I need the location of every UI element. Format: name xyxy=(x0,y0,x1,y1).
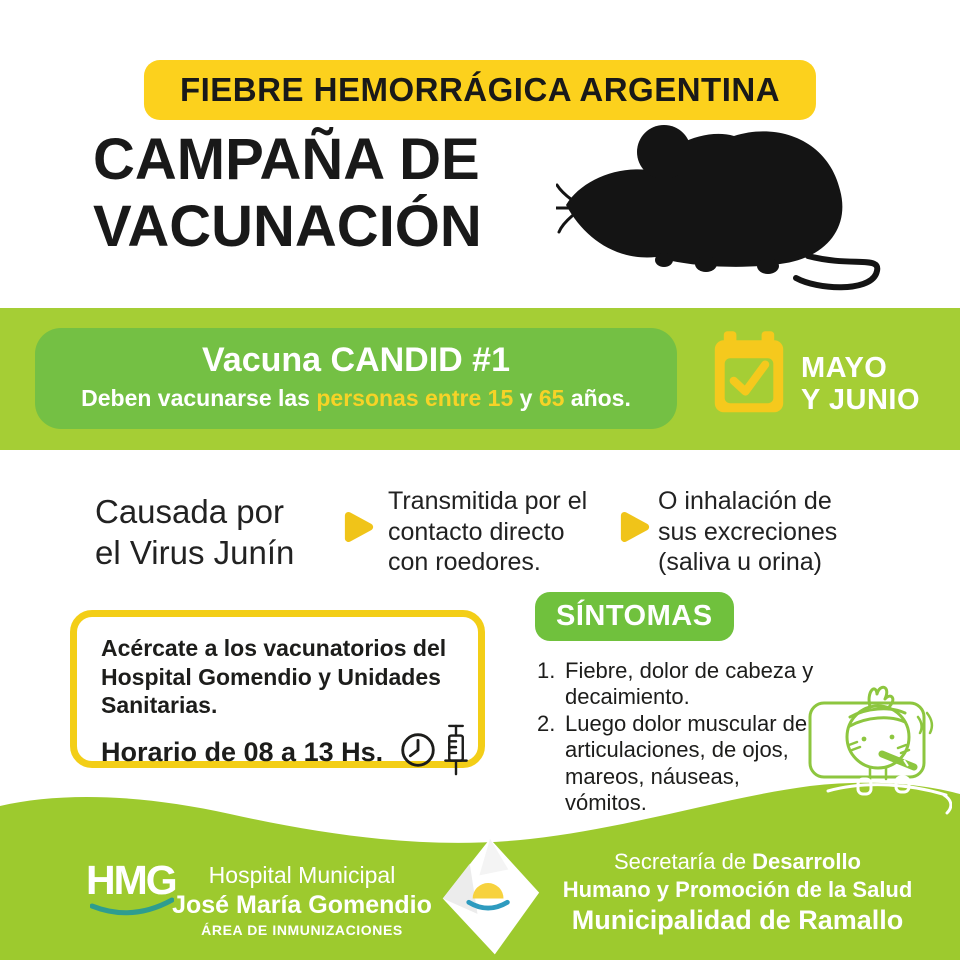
transmission-contact-text xyxy=(388,486,587,578)
transmission-inhalation-text xyxy=(658,486,837,578)
vaccine-banner xyxy=(0,308,960,450)
mouse-silhouette-icon xyxy=(556,110,892,294)
subtitle-highlight-1: personas entre 15 xyxy=(316,385,514,411)
cause-line-1: Causada por xyxy=(95,493,284,530)
title-line-1: CAMPAÑA DE xyxy=(93,127,480,192)
step2-line-2: contacto directo xyxy=(388,517,565,546)
secretaria-identity xyxy=(545,848,930,938)
symptom-text: Luego dolor muscular de articulaciones, de ojos, mareos, náuseas, vómitos. xyxy=(565,710,808,815)
cause-text xyxy=(95,492,294,574)
month-line-2: Y JUNIO xyxy=(801,383,921,416)
hospital-identity xyxy=(166,862,438,938)
syringe-icon xyxy=(441,723,471,782)
secretaria-line-1-regular: Secretaría de xyxy=(613,849,753,874)
schedule-text: Horario de 08 a 13 Hs. xyxy=(101,736,384,767)
clock-icon xyxy=(397,729,439,776)
secretaria-line-2: Humano y Promoción de la Salud xyxy=(562,876,913,902)
secretaria-line-3: Municipalidad de Ramallo xyxy=(571,905,904,935)
locations-text: Acércate a los vacunatorios del Hospital Gomendio y Unidades Sanitarias. xyxy=(101,635,447,719)
hospital-line-1: Hospital Municipal xyxy=(208,862,396,888)
step3-line-2: sus excreciones xyxy=(658,517,838,546)
subtitle-highlight-2: 65 xyxy=(538,385,565,411)
step2-line-1: Transmitida por el xyxy=(388,487,588,515)
vaccination-locations-box xyxy=(70,610,485,768)
secretaria-line-1-bold: Desarrollo xyxy=(752,849,861,874)
hmg-logo xyxy=(86,857,176,903)
right-arrow-icon xyxy=(344,512,374,542)
sick-person-in-bed-icon xyxy=(800,672,952,816)
symptom-number: 2. xyxy=(537,710,556,736)
ramallo-sun-diamond-logo xyxy=(437,836,543,958)
title-line-2: VACUNACIÓN xyxy=(93,194,482,260)
cause-line-2: el Virus Junín xyxy=(95,533,295,571)
hmg-logo-swoosh xyxy=(90,896,174,927)
subtitle-mid: y xyxy=(513,385,539,411)
page-title xyxy=(93,126,482,261)
disease-name-badge: FIEBRE HEMORRÁGICA ARGENTINA xyxy=(144,60,816,120)
vaccine-name: Vacuna CANDID #1 xyxy=(202,341,510,379)
symptom-number: 1. xyxy=(537,658,556,683)
subtitle-suffix: años. xyxy=(564,385,631,411)
subtitle-prefix: Deben vacunarse las xyxy=(81,385,317,411)
vaccine-target-text xyxy=(35,385,677,412)
symptom-text: Fiebre, dolor de cabeza y decaimiento. xyxy=(565,658,814,710)
right-arrow-icon xyxy=(620,512,650,542)
hmg-logo-text: HMG xyxy=(86,857,176,903)
secretaria-line-1 xyxy=(545,848,930,876)
campaign-months xyxy=(801,353,920,417)
symptoms-title-badge: SÍNTOMAS xyxy=(535,592,734,641)
calendar-check-icon xyxy=(713,331,785,417)
hospital-line-3: ÁREA DE INMUNIZACIONES xyxy=(201,921,403,938)
month-line-1: MAYO xyxy=(801,352,888,384)
vaccine-info-box xyxy=(35,328,677,429)
step2-line-3: con roedores. xyxy=(388,548,541,576)
step3-line-1: O inhalación de xyxy=(658,487,832,515)
step3-line-3: (saliva u orina) xyxy=(658,548,822,576)
symptom-item xyxy=(537,658,827,711)
hospital-line-2: José María Gomendio xyxy=(172,890,432,919)
